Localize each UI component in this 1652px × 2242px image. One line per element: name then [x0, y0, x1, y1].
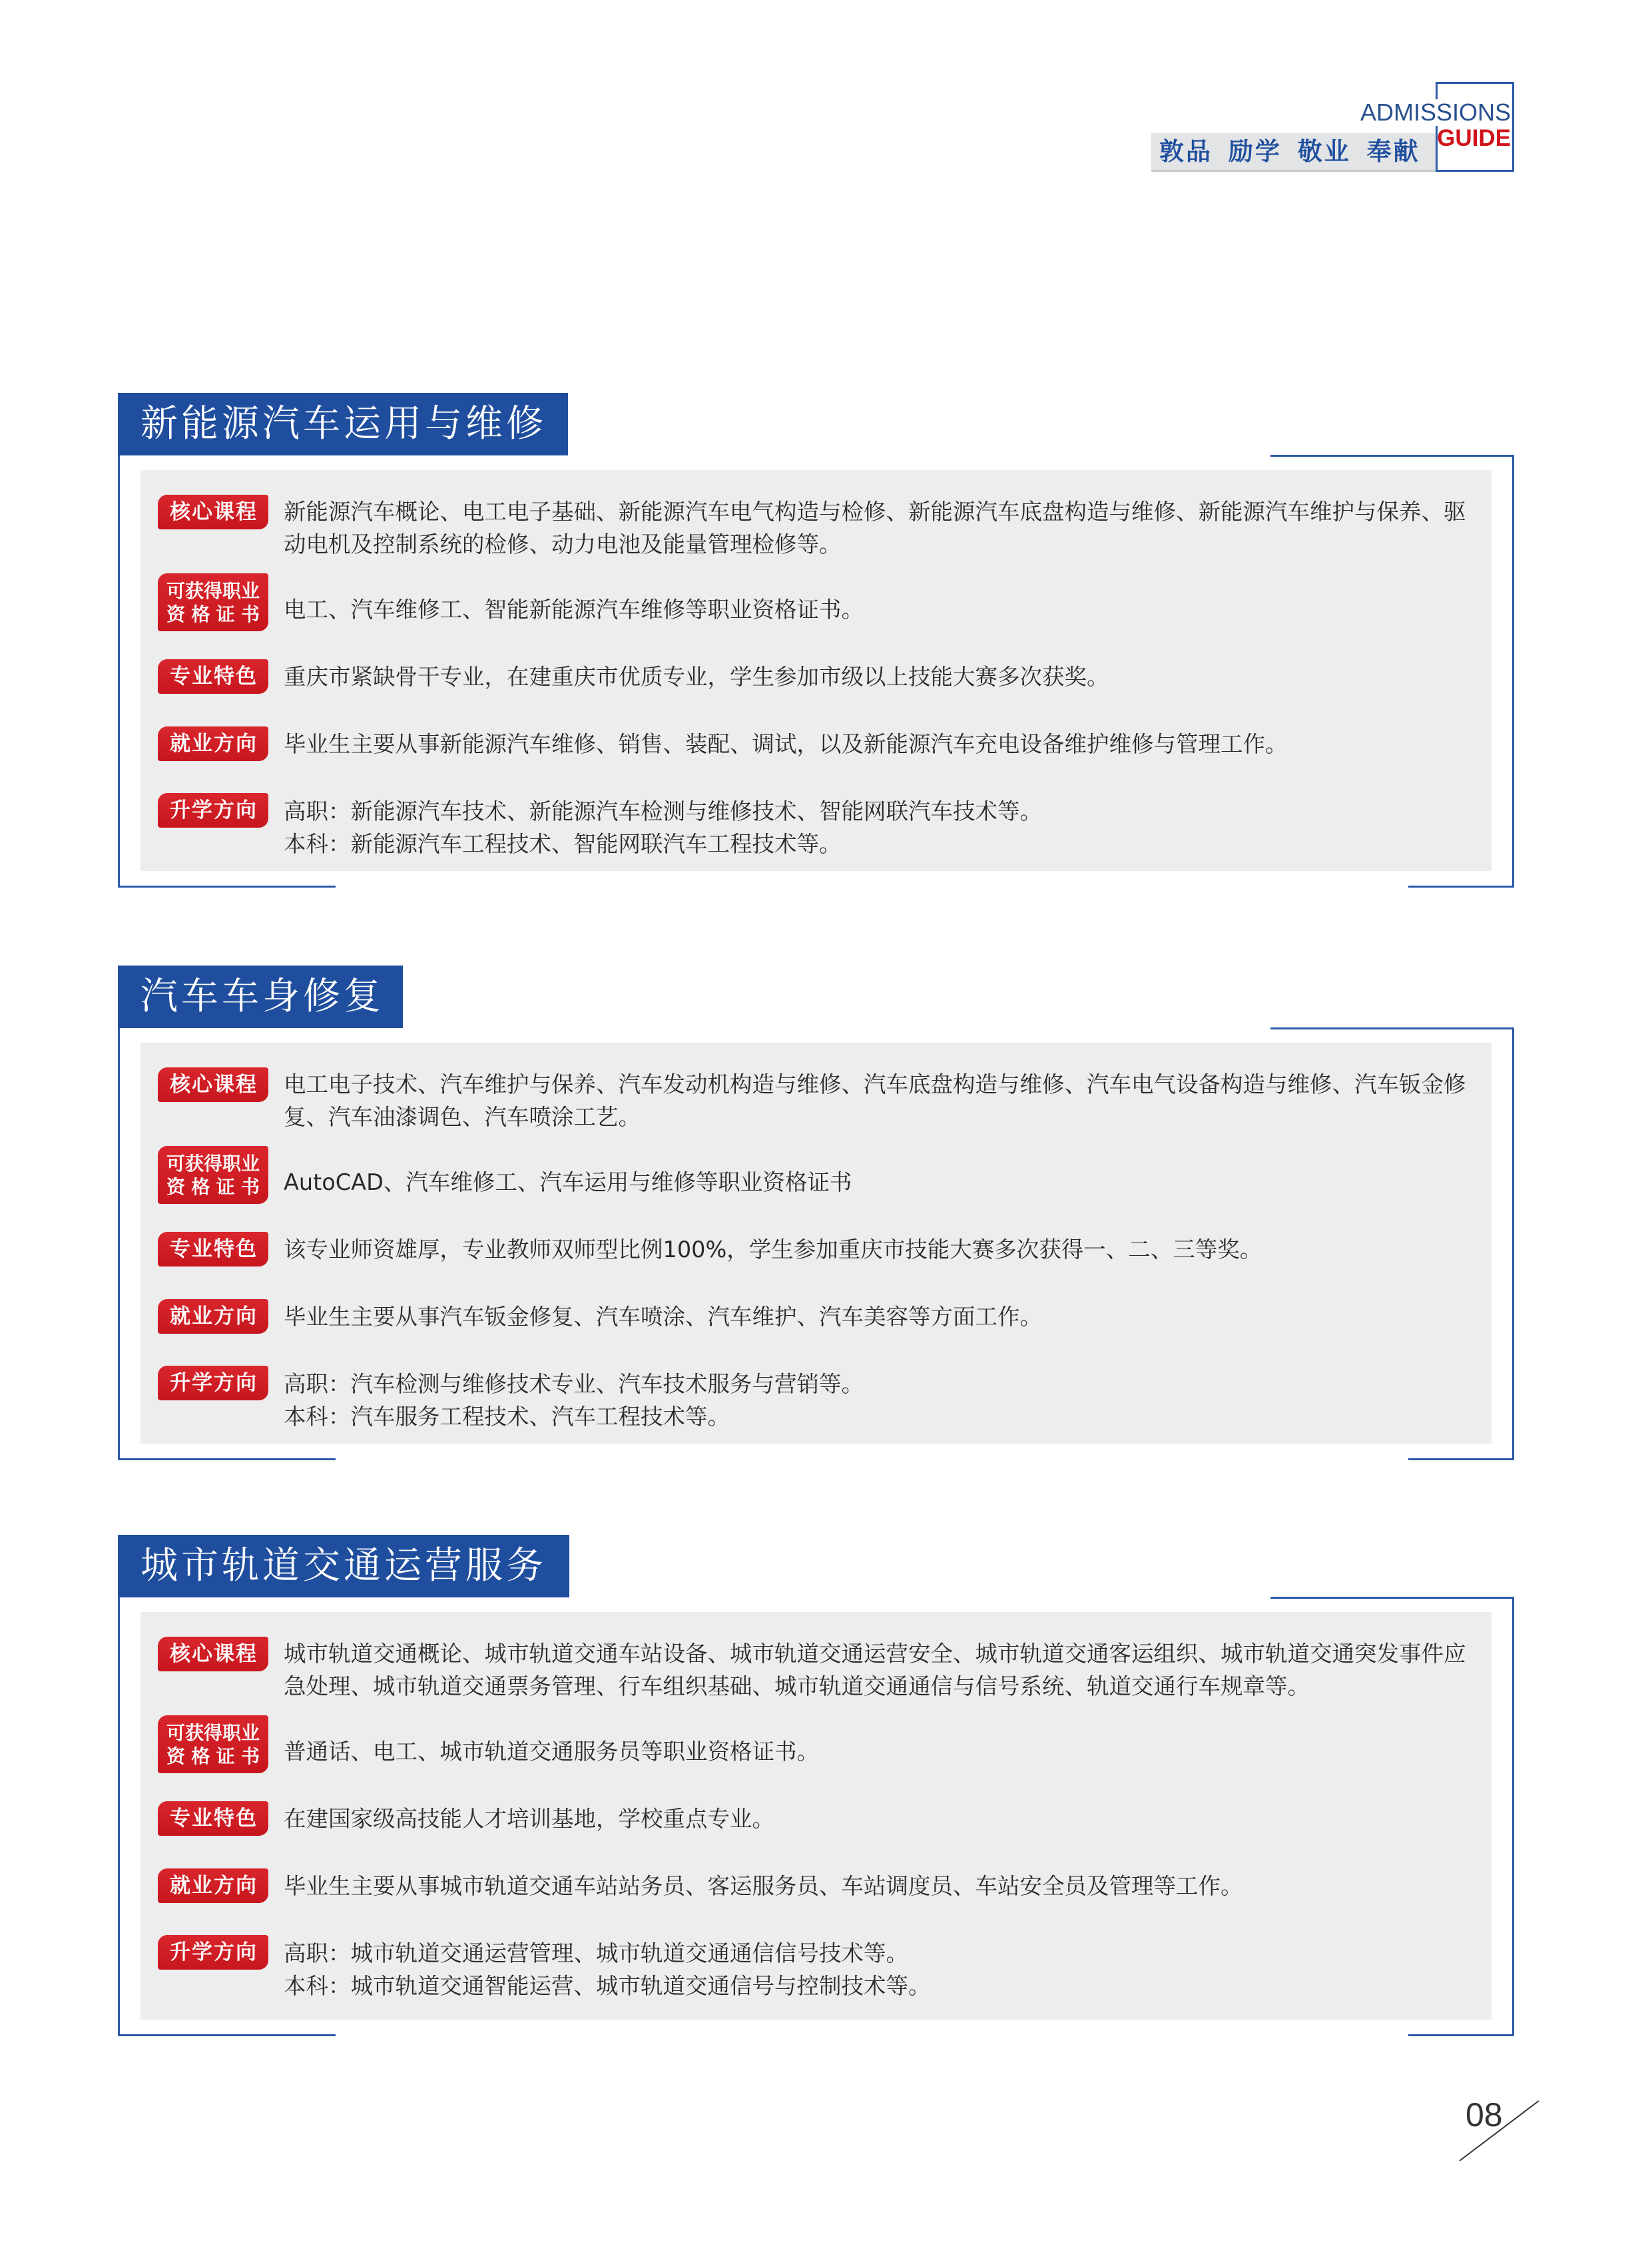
- page-number-slash: [1455, 2098, 1545, 2167]
- program-features-text: [284, 661, 1109, 693]
- tag-further-study: 升学方向: [158, 1935, 268, 1970]
- tag-line: 资格证书: [166, 603, 260, 625]
- text-line: 电工电子技术、汽车维护与保养、汽车发动机构造与维修、汽车底盘构造与维修、汽车电气设备构造与维修、汽车钣金修: [284, 1071, 1466, 1097]
- program-features-text: [284, 1233, 1262, 1266]
- tag-line: 可获得职业: [166, 580, 260, 602]
- program-section-auto-body-repair: [0, 966, 1652, 1472]
- tag-line: 可获得职业: [166, 1153, 260, 1175]
- tag-career-direction: 就业方向: [158, 726, 268, 761]
- text-line: 电工、汽车维修工、智能新能源汽车维修等职业资格证书。: [284, 597, 864, 623]
- tag-line: 可获得职业: [166, 1722, 260, 1744]
- core-courses-text: [284, 1068, 1466, 1133]
- core-courses-text: [284, 1637, 1466, 1703]
- further-study-text: [284, 1368, 864, 1433]
- tag-certificates: [158, 1715, 268, 1773]
- tag-further-study: 升学方向: [158, 793, 268, 828]
- frame-line-left: [118, 1027, 120, 1460]
- program-info-panel: [140, 470, 1492, 871]
- frame-line-top-right: [1270, 1597, 1514, 1599]
- frame-line-top-right: [1270, 455, 1514, 457]
- core-courses-text: [284, 495, 1466, 561]
- certificates-text: [284, 1735, 819, 1768]
- tag-program-features: 专业特色: [158, 659, 268, 694]
- frame-line-bottom-left: [118, 886, 336, 888]
- certificates-text: [284, 1166, 852, 1199]
- page-number: 08: [1466, 2096, 1503, 2133]
- program-title-banner: [118, 1535, 569, 1597]
- program-title-banner: [118, 393, 568, 455]
- tag-line: 资格证书: [166, 1745, 260, 1767]
- tag-line: 资格证书: [166, 1176, 260, 1198]
- tag-program-features: 专业特色: [158, 1801, 268, 1836]
- tag-further-study: 升学方向: [158, 1366, 268, 1400]
- text-line: AutoCAD、汽车维修工、汽车运用与维修等职业资格证书: [284, 1169, 852, 1195]
- motto-bar: [1151, 133, 1436, 172]
- frame-line-top-right: [1270, 1027, 1514, 1029]
- frame-line-right: [1512, 1597, 1514, 2036]
- tag-core-courses: 核心课程: [158, 1067, 268, 1102]
- program-title-banner: [118, 966, 403, 1028]
- certificates-text: [284, 593, 864, 626]
- frame-line-bottom-right: [1408, 2034, 1514, 2036]
- tag-core-courses: 核心课程: [158, 495, 268, 529]
- frame-line-bottom-right: [1408, 886, 1514, 888]
- frame-line-right: [1512, 455, 1514, 888]
- tag-career-direction: 就业方向: [158, 1299, 268, 1334]
- text-line: 本科：新能源汽车工程技术、智能网联汽车工程技术等。: [284, 831, 842, 857]
- program-info-panel: [140, 1612, 1492, 2020]
- guide-label: GUIDE: [1437, 125, 1511, 151]
- slash-line: [1460, 2101, 1539, 2161]
- frame-line-left: [118, 1597, 120, 2036]
- career-direction-text: [284, 1300, 1042, 1333]
- admissions-label: ADMISSIONS: [1356, 99, 1511, 126]
- program-title: 汽车车身修复: [140, 975, 384, 1018]
- frame-line-bottom-left: [118, 2034, 336, 2036]
- frame-line-left: [118, 455, 120, 888]
- text-line: 高职：汽车检测与维修技术专业、汽车技术服务与营销等。: [284, 1371, 864, 1397]
- career-direction-text: [284, 728, 1288, 760]
- text-line: 在建国家级高技能人才培训基地，学校重点专业。: [284, 1806, 774, 1832]
- tag-core-courses: 核心课程: [158, 1637, 268, 1671]
- further-study-text: [284, 795, 1042, 860]
- program-title: 新能源汽车运用与维修: [140, 402, 547, 445]
- program-section-new-energy-vehicle: [0, 393, 1652, 899]
- text-line: 该专业师资雄厚，专业教师双师型比例100%，学生参加重庆市技能大赛多次获得一、二、三等奖。: [284, 1237, 1262, 1262]
- tag-certificates: [158, 573, 268, 631]
- text-line: 毕业生主要从事新能源汽车维修、销售、装配、调试，以及新能源汽车充电设备维护维修与管理工作。: [284, 731, 1288, 757]
- career-direction-text: [284, 1870, 1243, 1902]
- school-motto: 敦品 励学 敬业 奉献: [1159, 137, 1420, 166]
- text-line: 毕业生主要从事汽车钣金修复、汽车喷涂、汽车维护、汽车美容等方面工作。: [284, 1304, 1042, 1330]
- program-title: 城市轨道交通运营服务: [140, 1544, 547, 1587]
- text-line: 动电机及控制系统的检修、动力电池及能量管理检修等。: [284, 531, 842, 557]
- text-line: 急处理、城市轨道交通票务管理、行车组织基础、城市轨道交通通信与信号系统、轨道交通行车规章等。: [284, 1673, 1310, 1699]
- text-line: 普通话、电工、城市轨道交通服务员等职业资格证书。: [284, 1739, 819, 1765]
- frame-line-bottom-left: [118, 1458, 336, 1460]
- further-study-text: [284, 1937, 931, 2002]
- text-line: 毕业生主要从事城市轨道交通车站站务员、客运服务员、车站调度员、车站安全员及管理等工作。: [284, 1873, 1243, 1899]
- frame-line-right: [1512, 1027, 1514, 1460]
- text-line: 城市轨道交通概论、城市轨道交通车站设备、城市轨道交通运营安全、城市轨道交通客运组织、城市轨道交通突发事件应: [284, 1641, 1466, 1667]
- text-line: 本科：城市轨道交通智能运营、城市轨道交通信号与控制技术等。: [284, 1973, 931, 1999]
- text-line: 高职：新能源汽车技术、新能源汽车检测与维修技术、智能网联汽车技术等。: [284, 798, 1042, 824]
- text-line: 复、汽车油漆调色、汽车喷涂工艺。: [284, 1104, 641, 1130]
- tag-career-direction: 就业方向: [158, 1868, 268, 1903]
- tag-program-features: 专业特色: [158, 1232, 268, 1266]
- text-line: 新能源汽车概论、电工电子基础、新能源汽车电气构造与检修、新能源汽车底盘构造与维修、新能源汽车维护与保养、驱: [284, 499, 1466, 525]
- tag-certificates: [158, 1146, 268, 1204]
- text-line: 高职：城市轨道交通运营管理、城市轨道交通通信信号技术等。: [284, 1940, 908, 1966]
- frame-line-bottom-right: [1408, 1458, 1514, 1460]
- program-info-panel: [140, 1043, 1492, 1444]
- text-line: 重庆市紧缺骨干专业，在建重庆市优质专业，学生参加市级以上技能大赛多次获奖。: [284, 664, 1109, 690]
- program-section-urban-rail-transit: [0, 1535, 1652, 2048]
- text-line: 本科：汽车服务工程技术、汽车工程技术等。: [284, 1404, 730, 1430]
- program-features-text: [284, 1803, 774, 1835]
